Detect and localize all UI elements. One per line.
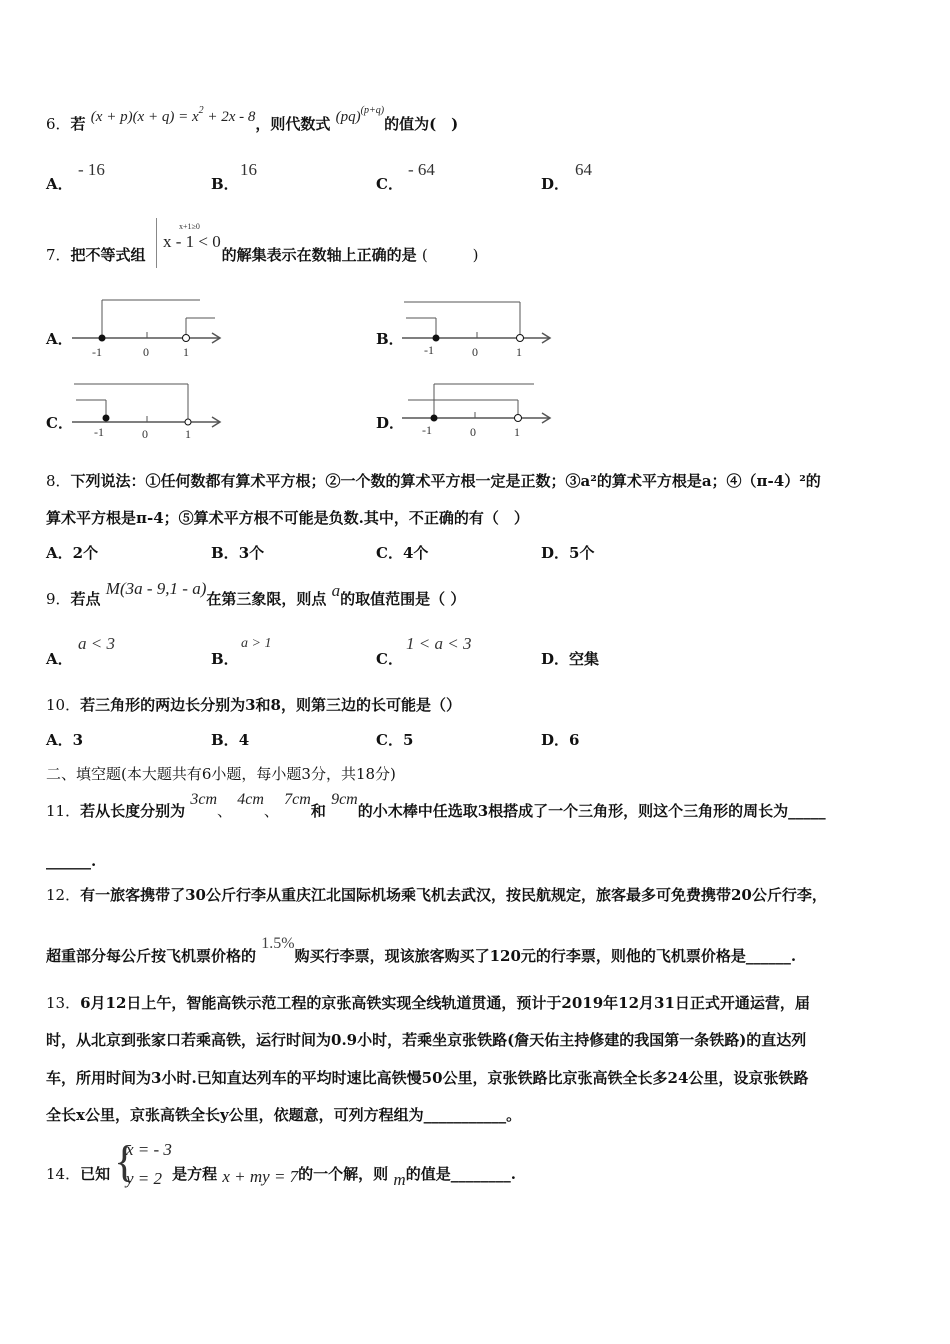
q11-pre: 若从长度分别为 (80, 802, 186, 820)
question-number: 11． (46, 802, 81, 820)
q6-option-d-label[interactable]: D． (541, 175, 570, 193)
q7-paren: ( ) (421, 246, 479, 264)
q7-system-bottom: x - 1 < 0 (163, 232, 221, 251)
q6-expr: (pq)$^{(p+q)}$ (335, 105, 385, 125)
q10-option-c[interactable]: C．5 (376, 731, 414, 749)
question-number: 14． (46, 1165, 81, 1183)
question-8-line-1 (46, 471, 821, 491)
q11-post: 的小木棒中任选取3根搭成了一个三角形，则这个三角形的周长为_____ (357, 802, 826, 820)
question-number: 9． (46, 590, 71, 608)
q6-option-a-value: - 16 (78, 160, 105, 179)
tick-label-1: 1 (183, 345, 189, 359)
q14-mid2: 的一个解，则 (298, 1165, 389, 1183)
tick-label-0: 0 (472, 345, 478, 359)
q9-point: M(3a - 9,1 - a) (105, 579, 207, 598)
question-number: 8． (46, 472, 71, 490)
q9-option-c-label[interactable]: C． (376, 650, 403, 668)
q6-option-c-value: - 64 (408, 160, 435, 179)
q7-option-c-label[interactable]: C． (46, 414, 73, 432)
q10-option-b[interactable]: B．4 (211, 731, 250, 749)
question-9 (46, 579, 466, 609)
question-13-line-4: 全长x公里，京张高铁全长y公里，依题意，可列方程组为___________。 (46, 1106, 522, 1124)
tick-label-0: 0 (142, 427, 148, 441)
solid-point (431, 415, 438, 422)
q10-text: 若三角形的两边长分别为3和8，则第三边的长可能是（） (80, 696, 461, 714)
q14-system (114, 1136, 178, 1196)
hollow-point (183, 335, 190, 342)
tick-label-1: 1 (185, 427, 191, 441)
question-6 (46, 105, 459, 137)
q12-pre2: 超重部分每公斤按飞机票价格的 (46, 947, 257, 965)
q7-system-top: x+1≥0 (179, 222, 200, 231)
q6-post: 的值为( ) (384, 115, 459, 133)
solid-point (433, 335, 440, 342)
q7-pre: 把不等式组 (70, 246, 146, 264)
q6-pre: 若 (70, 115, 86, 133)
question-7 (46, 245, 479, 265)
q9-var: a (331, 581, 341, 600)
q8-option-c[interactable]: C．4个 (376, 544, 429, 562)
q10-option-a[interactable]: A．3 (46, 731, 84, 749)
q14-post: 的值是________. (405, 1165, 516, 1183)
q14-system-top: x = - 3 (126, 1140, 172, 1159)
q11-length-4: 9cm (331, 791, 358, 808)
q7-option-b-numberline (400, 294, 560, 364)
tick-label-neg1: -1 (422, 423, 432, 437)
q11-length-2: 4cm (237, 791, 264, 808)
q7-system (156, 218, 233, 268)
q9-mid: 在第三象限，则点 (206, 590, 327, 608)
tick-label-1: 1 (516, 345, 522, 359)
q11-length-3: 7cm (284, 791, 311, 808)
tick-label-neg1: -1 (424, 343, 434, 357)
section-title-fill-in: 二、填空题(本大题共有6小题，每小题3分，共18分) (46, 765, 396, 783)
solid-point (99, 335, 106, 342)
q7-option-c-numberline (70, 378, 230, 448)
q6-lhs: $(x + p)(x + q) = x^2 + 2x - 8$ (90, 105, 256, 125)
question-11-line-2: ______. (46, 852, 97, 870)
question-13-line-2: 时，从北京到张家口若乘高铁，运行时间为0.9小时，若乘坐京张铁路(詹天佑主持修建的我国第一条铁路)的直达列 (46, 1031, 807, 1049)
q9-post: 的取值范围是（ ） (340, 590, 466, 608)
q11-length-1: 3cm (190, 791, 217, 808)
solid-point (103, 415, 110, 422)
tick-label-1: 1 (514, 425, 520, 439)
q6-option-c-label[interactable]: C． (376, 175, 403, 193)
question-number: 10． (46, 696, 81, 714)
question-13-line-3: 车，所用时间为3小时.已知直达列车的平均时速比高铁慢50公里，京张铁路比京张高铁全长多24公里，设京张铁路 (46, 1069, 809, 1087)
q6-option-d-value: 64 (575, 160, 592, 179)
q14-brace: { (114, 1137, 136, 1186)
q9-option-c-value: 1 < a < 3 (406, 634, 472, 653)
q14-pre: 已知 (80, 1165, 111, 1183)
q9-option-d[interactable]: D．空集 (541, 650, 600, 668)
q14-system-bottom: y = 2 (126, 1169, 163, 1188)
q9-option-a-value: a < 3 (78, 634, 115, 653)
q8-option-b[interactable]: B．3个 (211, 544, 265, 562)
hollow-point (515, 415, 522, 422)
q14-mid: 是方程 (172, 1165, 218, 1183)
question-number: 13． (46, 994, 81, 1012)
q11-and: 和 (310, 802, 326, 820)
question-13-line-1 (46, 993, 810, 1013)
q9-pre: 若点 (70, 590, 101, 608)
q11-sep-2: 、 (263, 802, 279, 820)
tick-label-neg1: -1 (94, 425, 104, 439)
hollow-point (185, 419, 191, 425)
question-11-line-1 (46, 791, 826, 822)
question-12-line-1 (46, 885, 827, 905)
q7-post: 的解集表示在数轴上正确的是 (221, 246, 417, 264)
q11-sep-1: 、 (217, 802, 233, 820)
tick-label-0: 0 (470, 425, 476, 439)
q6-option-a-label[interactable]: A． (46, 175, 73, 193)
q9-option-b-label[interactable]: B． (211, 650, 239, 668)
q7-option-a-label[interactable]: A． (46, 330, 73, 348)
tick-label-neg1: -1 (92, 345, 102, 359)
question-number: 12． (46, 886, 81, 904)
hollow-point (517, 335, 524, 342)
q6-option-b-label[interactable]: B． (211, 175, 239, 193)
q6-option-b-value: 16 (240, 160, 257, 179)
question-number: 7． (46, 246, 71, 264)
q12-post2: 购买行李票，现该旅客购买了120元的行李票，则他的飞机票价格是______. (294, 947, 797, 965)
q8-option-a[interactable]: A．2个 (46, 544, 99, 562)
question-12-line-2 (46, 935, 797, 967)
q9-option-a-label[interactable]: A． (46, 650, 73, 668)
q6-mid: ，则代数式 (255, 115, 331, 133)
tick-label-0: 0 (143, 345, 149, 359)
q10-option-d[interactable]: D．6 (541, 731, 580, 749)
q7-option-d-label[interactable]: D． (376, 414, 405, 432)
q8-line1: 下列说法：①任何数都有算术平方根；②一个数的算术平方根一定是正数；③a²的算术平方根是a；④（π-4）²的 (70, 472, 821, 490)
q13-line1: 6月12日上午，智能高铁示范工程的京张高铁实现全线轨道贯通，预计于2019年12月31日正式开通运营，届 (80, 994, 810, 1012)
q14-var: m (393, 1170, 406, 1189)
question-10 (46, 695, 461, 715)
q7-option-a-numberline (70, 294, 230, 364)
q14-equation: x + my = 7 (222, 1167, 299, 1186)
question-number: 6． (46, 115, 71, 133)
q12-percentage: 1.5% (261, 935, 295, 952)
q8-option-d[interactable]: D．5个 (541, 544, 595, 562)
q9-option-b-value: a > 1 (241, 636, 272, 651)
question-8-line-2: 算术平方根是π-4；⑤算术平方根不可能是负数.其中，不正确的有（ ） (46, 509, 529, 527)
q7-option-d-numberline (400, 378, 560, 448)
q12-line1: 有一旅客携带了30公斤行李从重庆江北国际机场乘飞机去武汉，按民航规定，旅客最多可免费携带20公斤行李， (80, 886, 827, 904)
q7-option-b-label[interactable]: B． (376, 330, 404, 348)
